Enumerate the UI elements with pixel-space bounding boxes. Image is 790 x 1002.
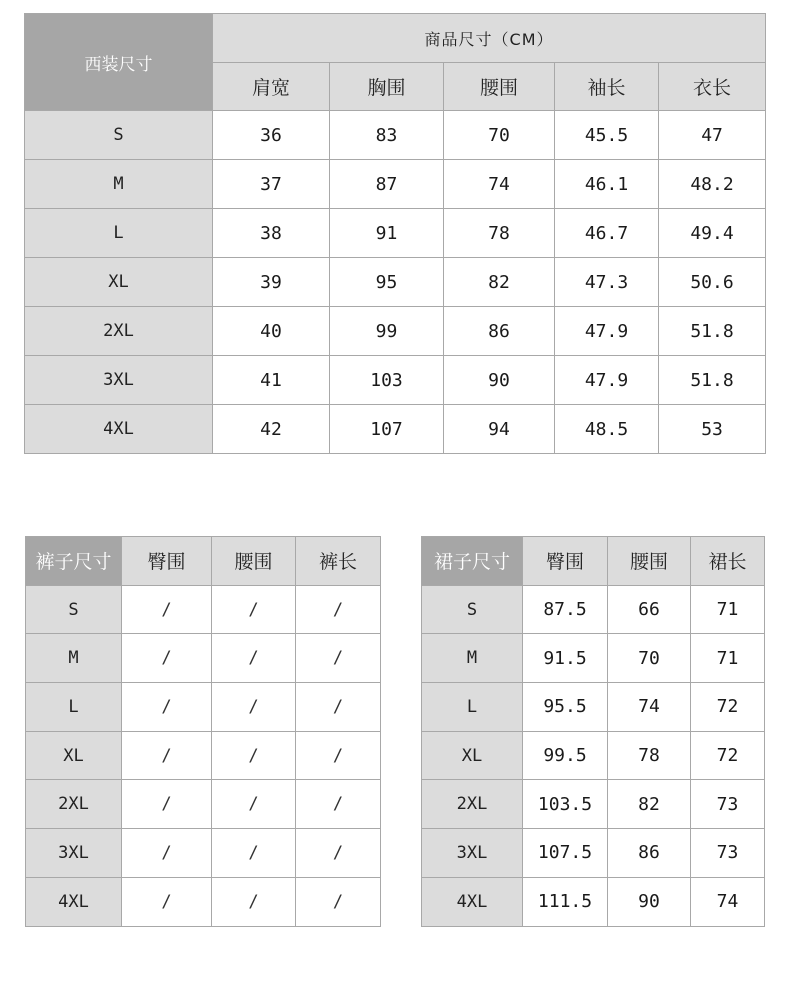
size-label: S [422, 585, 523, 634]
pants-table-row [26, 780, 381, 829]
measurement-cell: 74 [444, 160, 555, 209]
suit-size-table [24, 13, 766, 454]
measurement-cell: 53 [659, 405, 766, 454]
column-header-shoulder: 肩宽 [213, 63, 330, 111]
measurement-cell: 72 [691, 731, 765, 780]
suit-table-body [25, 111, 766, 454]
measurement-cell: 86 [608, 829, 691, 878]
measurement-cell: 111.5 [523, 877, 608, 926]
suit-measurement-group-header: 商品尺寸（CM） [213, 14, 766, 63]
measurement-cell: 73 [691, 829, 765, 878]
measurement-cell: 46.1 [555, 160, 659, 209]
measurement-cell: 47.3 [555, 258, 659, 307]
measurement-cell: / [296, 634, 381, 683]
measurement-cell: / [122, 829, 212, 878]
measurement-cell: 42 [213, 405, 330, 454]
measurement-cell: 82 [608, 780, 691, 829]
suit-table-row [25, 405, 766, 454]
measurement-cell: 82 [444, 258, 555, 307]
suit-table-row [25, 111, 766, 160]
size-label: S [25, 111, 213, 160]
column-header-waist: 腰围 [444, 63, 555, 111]
measurement-cell: 70 [608, 634, 691, 683]
measurement-cell: 47.9 [555, 356, 659, 405]
size-label: 4XL [422, 877, 523, 926]
pants-table-row [26, 634, 381, 683]
measurement-cell: 91 [330, 209, 444, 258]
measurement-cell: 95 [330, 258, 444, 307]
measurement-cell: / [296, 731, 381, 780]
measurement-cell: 49.4 [659, 209, 766, 258]
size-label: L [422, 683, 523, 732]
measurement-cell: / [122, 683, 212, 732]
size-label: 4XL [26, 877, 122, 926]
measurement-cell: 99 [330, 307, 444, 356]
column-header-waist: 腰围 [212, 537, 296, 586]
measurement-cell: / [122, 780, 212, 829]
skirt-table-body [422, 585, 765, 926]
column-header-sleeve: 袖长 [555, 63, 659, 111]
measurement-cell: / [212, 585, 296, 634]
column-header-length: 衣长 [659, 63, 766, 111]
size-label: XL [25, 258, 213, 307]
skirt-table-row [422, 585, 765, 634]
size-label: 4XL [25, 405, 213, 454]
column-header-chest: 胸围 [330, 63, 444, 111]
measurement-cell: / [212, 877, 296, 926]
skirt-size-corner-header: 裙子尺寸 [422, 537, 523, 586]
measurement-cell: 71 [691, 634, 765, 683]
skirt-table-row [422, 829, 765, 878]
measurement-cell: 70 [444, 111, 555, 160]
measurement-cell: 87.5 [523, 585, 608, 634]
measurement-cell: 103 [330, 356, 444, 405]
measurement-cell: 99.5 [523, 731, 608, 780]
size-label: M [25, 160, 213, 209]
measurement-cell: / [212, 829, 296, 878]
measurement-cell: 47 [659, 111, 766, 160]
measurement-cell: 78 [444, 209, 555, 258]
pants-table-body [26, 585, 381, 926]
pants-size-corner-header: 裤子尺寸 [26, 537, 122, 586]
size-label: 3XL [25, 356, 213, 405]
skirt-table-row [422, 877, 765, 926]
measurement-cell: 95.5 [523, 683, 608, 732]
measurement-cell: 36 [213, 111, 330, 160]
measurement-cell: 51.8 [659, 356, 766, 405]
measurement-cell: / [296, 780, 381, 829]
measurement-cell: / [296, 683, 381, 732]
skirt-table-row [422, 780, 765, 829]
pants-table-row [26, 683, 381, 732]
pants-table-row [26, 877, 381, 926]
measurement-cell: 39 [213, 258, 330, 307]
measurement-cell: / [122, 585, 212, 634]
suit-table-row [25, 307, 766, 356]
column-header-pants-length: 裤长 [296, 537, 381, 586]
measurement-cell: / [212, 683, 296, 732]
measurement-cell: / [212, 731, 296, 780]
measurement-cell: 46.7 [555, 209, 659, 258]
size-label: S [26, 585, 122, 634]
suit-table-row [25, 356, 766, 405]
column-header-waist: 腰围 [608, 537, 691, 586]
measurement-cell: / [122, 731, 212, 780]
measurement-cell: / [212, 780, 296, 829]
suit-size-corner-header: 西装尺寸 [25, 14, 213, 111]
measurement-cell: 91.5 [523, 634, 608, 683]
size-label: L [25, 209, 213, 258]
skirt-column-header-row [422, 537, 765, 586]
measurement-cell: 83 [330, 111, 444, 160]
measurement-cell: 86 [444, 307, 555, 356]
column-header-hip: 臀围 [523, 537, 608, 586]
measurement-cell: 74 [691, 877, 765, 926]
measurement-cell: / [122, 634, 212, 683]
measurement-cell: 41 [213, 356, 330, 405]
skirt-table-row [422, 731, 765, 780]
pants-column-header-row [26, 537, 381, 586]
measurement-cell: 107.5 [523, 829, 608, 878]
measurement-cell: 73 [691, 780, 765, 829]
column-header-hip: 臀围 [122, 537, 212, 586]
suit-table-row [25, 160, 766, 209]
measurement-cell: 45.5 [555, 111, 659, 160]
measurement-cell: 78 [608, 731, 691, 780]
measurement-cell: / [296, 585, 381, 634]
measurement-cell: 40 [213, 307, 330, 356]
measurement-cell: 66 [608, 585, 691, 634]
measurement-cell: 51.8 [659, 307, 766, 356]
size-label: L [26, 683, 122, 732]
measurement-cell: 72 [691, 683, 765, 732]
measurement-cell: 87 [330, 160, 444, 209]
size-label: XL [422, 731, 523, 780]
measurement-cell: 74 [608, 683, 691, 732]
measurement-cell: / [296, 829, 381, 878]
measurement-cell: 90 [608, 877, 691, 926]
measurement-cell: 107 [330, 405, 444, 454]
measurement-cell: 90 [444, 356, 555, 405]
measurement-cell: 48.5 [555, 405, 659, 454]
measurement-cell: 38 [213, 209, 330, 258]
suit-table-row [25, 258, 766, 307]
measurement-cell: / [122, 877, 212, 926]
column-header-skirt-length: 裙长 [691, 537, 765, 586]
size-label: M [422, 634, 523, 683]
measurement-cell: 37 [213, 160, 330, 209]
skirt-table-row [422, 683, 765, 732]
size-label: 3XL [422, 829, 523, 878]
measurement-cell: / [212, 634, 296, 683]
size-label: XL [26, 731, 122, 780]
measurement-cell: / [296, 877, 381, 926]
size-label: 3XL [26, 829, 122, 878]
size-label: 2XL [26, 780, 122, 829]
pants-table-row [26, 585, 381, 634]
skirt-table-row [422, 634, 765, 683]
measurement-cell: 71 [691, 585, 765, 634]
skirt-size-table [421, 536, 765, 927]
measurement-cell: 50.6 [659, 258, 766, 307]
pants-table-row [26, 731, 381, 780]
size-label: 2XL [422, 780, 523, 829]
measurement-cell: 47.9 [555, 307, 659, 356]
measurement-cell: 103.5 [523, 780, 608, 829]
size-label: M [26, 634, 122, 683]
measurement-cell: 94 [444, 405, 555, 454]
pants-size-table [25, 536, 381, 927]
suit-table-row [25, 209, 766, 258]
measurement-cell: 48.2 [659, 160, 766, 209]
size-label: 2XL [25, 307, 213, 356]
pants-table-row [26, 829, 381, 878]
